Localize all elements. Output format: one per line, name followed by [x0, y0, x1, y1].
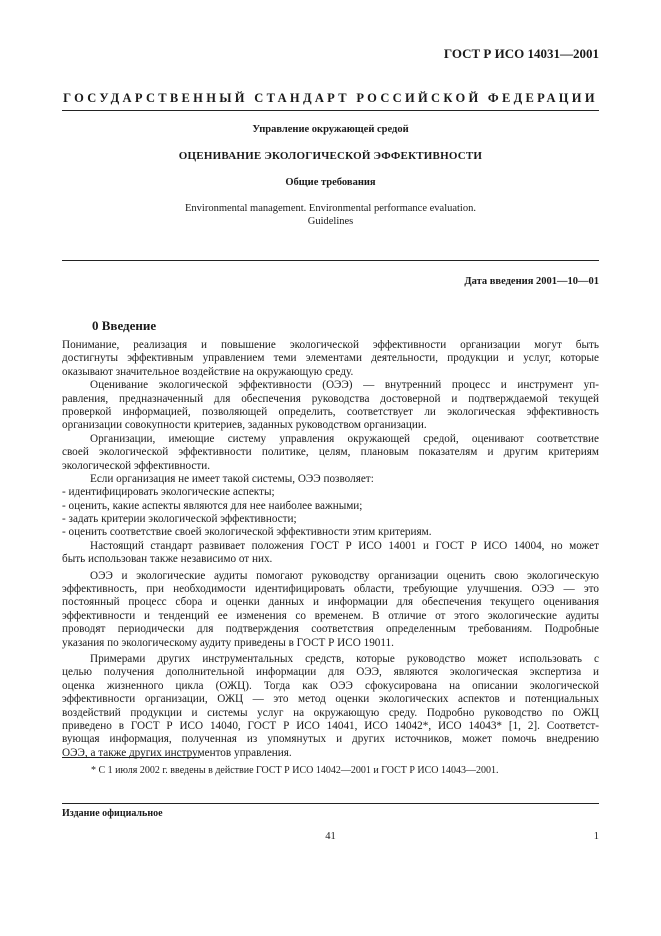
body-line: равления, предназначенный для обеспечения руководства достоверной и подтверждаемой текущей	[62, 392, 599, 405]
body-text	[62, 339, 599, 760]
title-line-3: Общие требования	[285, 177, 376, 188]
body-line: указания по экологическому аудиту приведены в ГОСТ Р ИСО 19011.	[62, 636, 394, 649]
body-line: целью получения дополнительной информации для ОЭЭ, являются экологическая экспертиза и	[62, 666, 599, 679]
body-line: оказывают значительное воздействие на окружающую среду.	[62, 365, 354, 378]
body-line: Оценивание экологической эффективности (ОЭЭ) — внутренний процесс и инструмент уп-	[90, 379, 599, 392]
footnote-divider	[62, 757, 200, 758]
body-line: проверкой информацией, позволяющей определить, соответствует ли экологическая эффективность	[62, 405, 599, 418]
body-line: быть использован также независимо от них.	[62, 553, 273, 566]
section-heading: 0 Введение	[92, 318, 157, 333]
footnote: * С 1 июля 2002 г. введены в действие ГОСТ Р ИСО 14042—2001 и ГОСТ Р ИСО 14043—2001.	[91, 765, 499, 776]
body-line: эффективности организации, ОЖЦ — это метод оценки экологических аспектов и потенциальных	[62, 693, 599, 706]
footer-divider	[62, 803, 599, 804]
state-standard-banner: ГОСУДАРСТВЕННЫЙ СТАНДАРТ РОССИЙСКОЙ ФЕДЕРАЦИИ	[63, 91, 598, 105]
list-item: - оценить соответствие своей экологической эффективности этим критериям.	[62, 526, 432, 539]
body-line: экологической эффективности.	[62, 459, 211, 472]
top-divider	[62, 110, 599, 111]
body-line: Понимание, реализация и повышение экологической эффективности организации могут быть	[62, 339, 599, 351]
edition-label: Издание официальное	[62, 808, 163, 819]
body-line: приведено в ГОСТ Р ИСО 14040, ГОСТ Р ИСО 14041, ИСО 14042*, ИСО 14043* [1, 2]. Соответст-	[62, 719, 599, 732]
list-item: - оценить, какие аспекты являются для нее наиболее важными;	[62, 499, 363, 512]
sheet-number: 1	[593, 831, 599, 842]
body-line: проводят периодически для подтверждения соответствия определенным требованиям. Подробные	[62, 623, 599, 636]
body-line: эффективности и тенденций ее изменения со временем. В отличие от этого экологические аудиты	[62, 609, 599, 622]
body-line: постоянный процесс сбора и оценки данных и информации для обеспечения текущего оценивания	[62, 596, 599, 609]
body-line: воздействий продукции и системы услуг на окружающую среду. Подробно руководство по ОЖЦ	[62, 706, 599, 719]
body-line: ОЭЭ и экологические аудиты помогают руководству организации оценить свою экологическую	[90, 569, 599, 582]
body-line: оценка жизненного цикла (ОЖЦ). Тогда как ОЭЭ сфокусирована на описании экологической	[62, 679, 599, 692]
page-number: 41	[325, 831, 336, 842]
body-line: организации совокупности критериев, заданных руководством организации.	[62, 419, 427, 432]
english-title-line-2: Guidelines	[307, 216, 354, 227]
body-line: Примерами других инструментальных средств, которые руководство может использовать с	[90, 652, 599, 665]
body-line: своей экологической эффективности политике, целям, плановым показателям и другим критериям	[62, 446, 599, 459]
body-line: Если организация не имеет такой системы, ОЭЭ позволяет:	[90, 472, 374, 485]
title-line-1: Управление окружающей средой	[252, 124, 409, 135]
body-line: Организации, имеющие систему управления окружающей средой, оценивают соответствие	[90, 432, 599, 445]
introduction-date: Дата введения 2001—10—01	[464, 276, 599, 287]
body-line: достигнуты эффективным управлением теми элементами деятельности, продукции и услуг, которые	[62, 352, 599, 365]
title-divider	[62, 260, 599, 261]
body-line: ОЭЭ, а также других инструментов управления.	[62, 746, 292, 759]
english-title-line-1: Environmental management. Environmental performance evaluation.	[185, 203, 476, 214]
list-item: - задать критерии экологической эффективности;	[62, 513, 297, 526]
document-title: ОЦЕНИВАНИЕ ЭКОЛОГИЧЕСКОЙ ЭФФЕКТИВНОСТИ	[178, 150, 483, 162]
body-line: вующая информация, полученная из упомянутых и других источников, может помочь внедрению	[62, 733, 599, 746]
body-line: Настоящий стандарт развивает положения ГОСТ Р ИСО 14001 и ГОСТ Р ИСО 14004, но может	[90, 539, 599, 552]
document-code: ГОСТ Р ИСО 14031—2001	[443, 46, 599, 61]
list-item: - идентифицировать экологические аспекты;	[62, 486, 275, 499]
body-line: эффективность, при необходимости идентифицировать области, требующие улучшения. ОЭЭ — это	[62, 583, 599, 596]
